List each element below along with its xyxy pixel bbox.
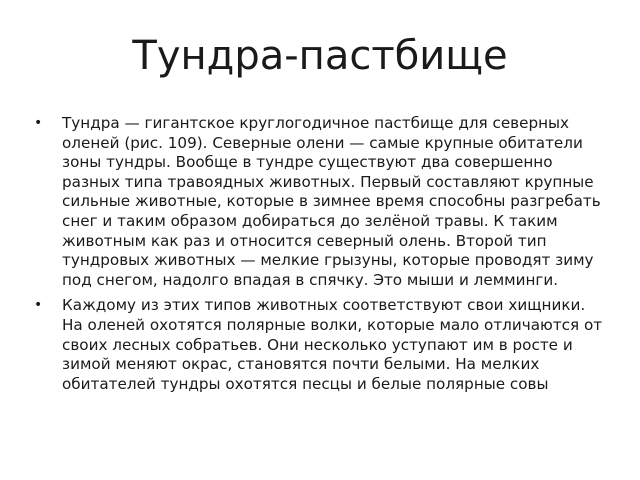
bullet-list	[34, 114, 606, 400]
bullet-item	[34, 296, 606, 394]
bullet-item	[34, 114, 606, 290]
bullet-icon: •	[34, 115, 43, 131]
slide-title: Тундра-пастбище	[132, 33, 508, 79]
bullet-icon: •	[34, 297, 43, 314]
bullet-text: Тундра — гигантское круглогодичное пастбище для северных оленей (рис. 109). Северные олени — самые крупные обитатели зоны тундры. Вообще в тундре существуют два совершенно разных типа травоядных животных. Первый составляют крупные сильные животные, которые в зимнее время способны разгребать снег и таким образом добираться до зелёной травы. К таким животным как раз и относится северный олень. Второй тип тундровых животных — мелкие грызуны, которые проводят зиму под снегом, надолго впадая в спячку. Это мыши и лемминги.	[62, 114, 601, 289]
bullet-text: Каждому из этих типов животных соответствуют свои хищники. На оленей охотятся полярные волки, которые мало отличаются от своих лесных собратьев. Они несколько уступают им в росте и зимой меняют окрас, становятся почти белыми. На мелких обитателей тундры охотятся песцы и белые полярные совы	[62, 296, 603, 393]
